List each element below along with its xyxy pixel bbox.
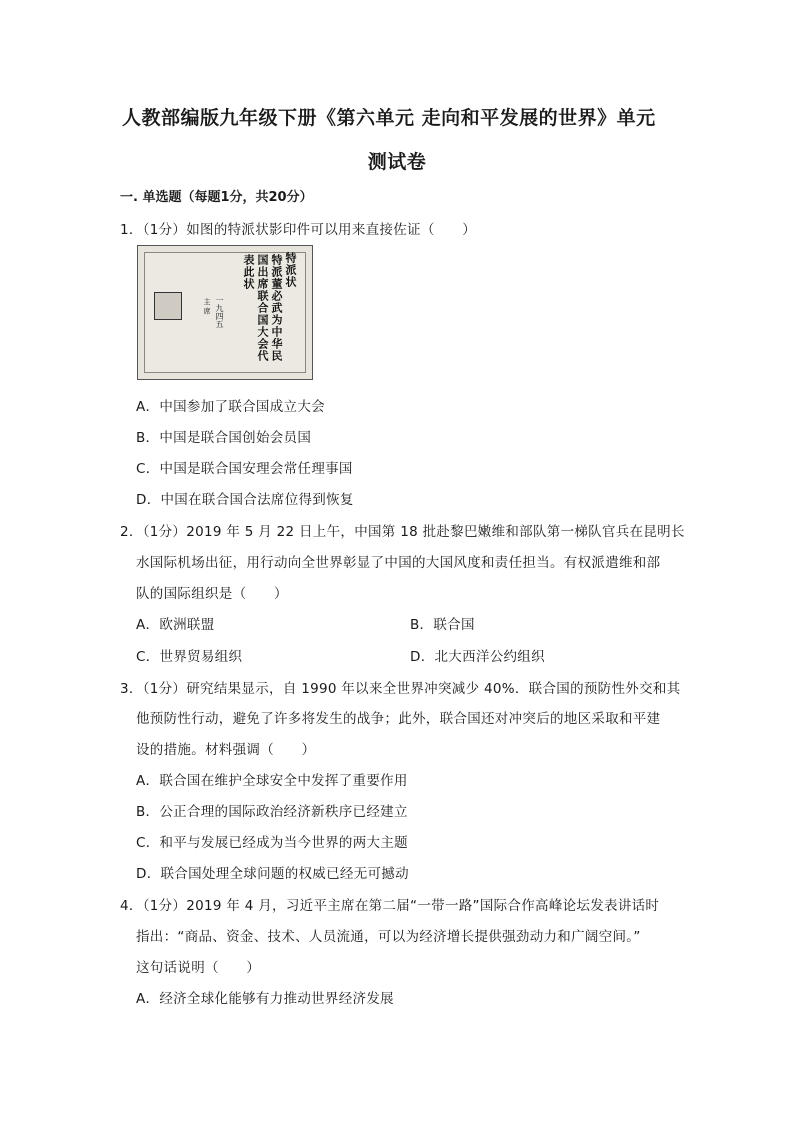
question-3-option-a: A．联合国在维护全球安全中发挥了重要作用 (136, 773, 408, 789)
question-2-stem-line-2: 水国际机场出征，用行动向全世界彰显了中国的大国风度和责任担当。有权派遣维和部 (136, 555, 661, 571)
certificate-text-column: 特派状 (284, 252, 297, 288)
exam-title-line-2: 测试卷 (367, 151, 427, 173)
question-4-stem-line-1: 4．（1分）2019 年 4 月，习近平主席在第二届“一带一路”国际合作高峰论坛发表讲话时 (120, 898, 660, 914)
question-3-stem-line-3: 设的措施。材料强调（ ） (136, 742, 316, 758)
question-1-option-a: A．中国参加了联合国成立大会 (136, 399, 325, 415)
question-4-stem-line-2: 指出：“商品、资金、技术、人员流通，可以为经济增长提供强劲动力和广阔空间。” (136, 929, 641, 945)
question-2-option-b: B．联合国 (410, 617, 475, 633)
certificate-signature-column: 主 席 (203, 298, 211, 315)
question-3-stem-line-1: 3．（1分）研究结果显示，自 1990 年以来全世界冲突减少 40%．联合国的预防性外交和其 (120, 681, 681, 697)
question-1-option-c: C．中国是联合国安理会常任理事国 (136, 461, 353, 477)
question-2-option-d: D．北大西洋公约组织 (410, 649, 545, 665)
question-3-option-d: D．联合国处理全球问题的权威已经无可撼动 (136, 866, 409, 882)
section-heading: 一. 单选题（每题1分，共20分） (120, 190, 313, 205)
question-3-stem-line-2: 他预防性行动，避免了许多将发生的战争；此外，联合国还对冲突后的地区采取和平建 (136, 711, 661, 727)
question-4-option-a: A．经济全球化能够有力推动世界经济发展 (136, 991, 394, 1007)
question-4-stem-line-3: 这句话说明（ ） (136, 960, 261, 976)
certificate-text-column: 特派董必武为中华民 (270, 254, 283, 362)
certificate-text-column: 表此状 (242, 254, 255, 290)
question-3-option-b: B．公正合理的国际政治经济新秩序已经建立 (136, 804, 408, 820)
question-1-option-d: D．中国在联合国合法席位得到恢复 (136, 492, 354, 508)
question-2-stem-line-1: 2．（1分）2019 年 5 月 22 日上午，中国第 18 批赴黎巴嫩维和部队第一梯队官兵在昆明长 (120, 524, 685, 540)
certificate-seal (154, 292, 182, 320)
question-2-option-c: C．世界贸易组织 (136, 649, 243, 665)
question-2-option-a: A．欧洲联盟 (136, 617, 215, 633)
question-1-stem: 1．（1分）如图的特派状影印件可以用来直接佐证（ ） (120, 222, 477, 238)
question-3-option-c: C．和平与发展已经成为当今世界的两大主题 (136, 835, 408, 851)
question-1-figure-certificate (137, 245, 313, 380)
certificate-date-column: 一九四五 (215, 296, 224, 328)
question-2-stem-line-3: 队的国际组织是（ ） (136, 586, 288, 602)
certificate-text-column: 国出席联合国大会代 (256, 254, 269, 362)
exam-title-line-1: 人教部编版九年级下册《第六单元 走向和平发展的世界》单元 (122, 107, 656, 129)
question-1-option-b: B．中国是联合国创始会员国 (136, 430, 312, 446)
